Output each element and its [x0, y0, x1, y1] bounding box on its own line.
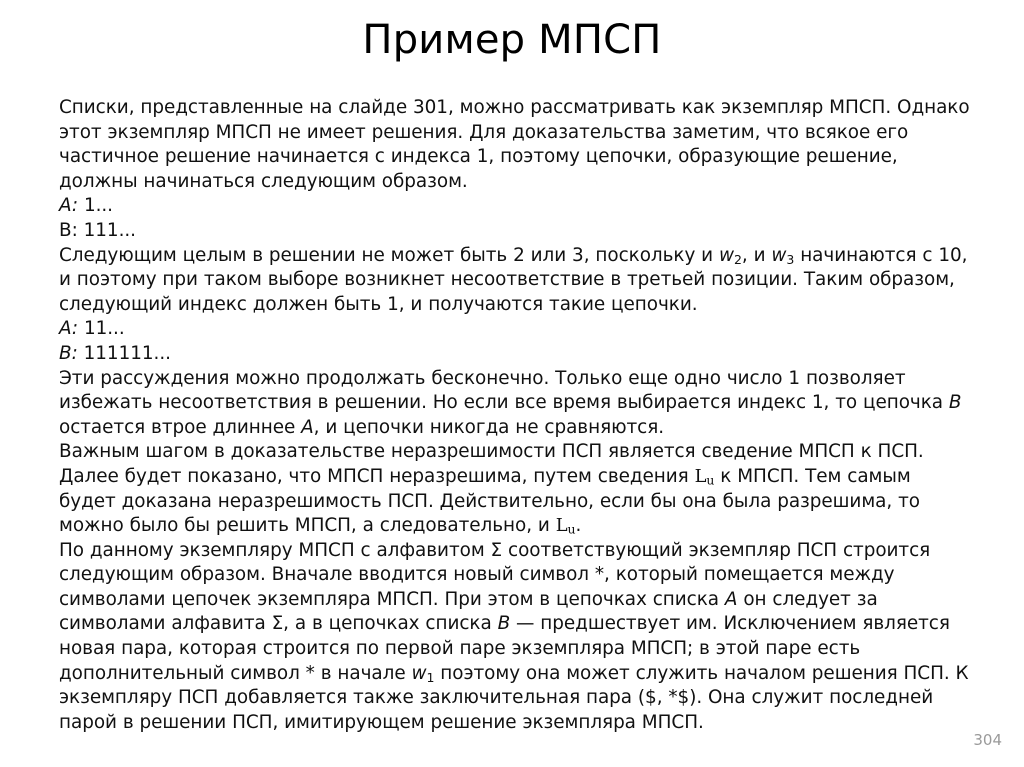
text-segment: .: [575, 515, 582, 537]
string-line-a-first: [59, 194, 971, 219]
variable-a: A: [301, 416, 314, 438]
variable-w2-base: w: [718, 244, 734, 266]
text-segment: По данному экземпляру МПСП с алфавитом Σ соответствующий экземпляр ПСП строится следующим образом. Вначале вводится новый символ *, который помещается между символами цепочек экземпляра МПСП. При этом в цепочках списка: [59, 539, 931, 610]
list-variable-b: B: [497, 613, 511, 635]
variable-w2-subscript: 2: [733, 251, 742, 267]
paragraph-next-integer: [59, 244, 971, 318]
variable-b: B: [948, 392, 962, 414]
text-segment: , и цепочки никогда не сравняются.: [313, 416, 665, 438]
paragraph-reasoning: [59, 367, 971, 441]
language-lu-first-subscript: u: [706, 472, 715, 488]
variable-w3-base: w: [771, 244, 787, 266]
text-segment: Эти рассуждения можно продолжать бесконечно. Только еще одно число 1 позволяет избежать несоответствия в решении. Но если все время выбирается индекс 1, то цепочка: [59, 367, 949, 414]
language-lu-second-base: L: [555, 515, 568, 537]
label-b-first: B:: [59, 219, 78, 241]
variable-w1-subscript: 1: [426, 669, 435, 685]
value-b-second: 111111...: [83, 342, 171, 364]
text-segment: к МПСП. Тем самым будет доказана неразрешимость ПСП. Действительно, если бы она была разрешима, то можно было бы решить МПСП, а следовательно, и: [59, 465, 920, 537]
language-lu-first: [695, 466, 715, 487]
text-segment: Следующим целым в решении не может быть 2 или 3, поскольку и: [59, 244, 719, 266]
label-a-first: A:: [59, 195, 79, 217]
slide-body: [59, 96, 971, 735]
label-a-second: A:: [59, 318, 79, 340]
text-segment: поэтому она может служить началом решения ПСП. К экземпляру ПСП добавляется также заключительная пара ($, *$). Она служит последней парой в решении ПСП, имитирующем решение экземпляра МПСП.: [59, 662, 969, 733]
value-b-first: 111...: [83, 219, 136, 241]
value-a-first: 1...: [83, 195, 113, 217]
variable-w2: [719, 245, 742, 266]
paragraph-construction: [59, 539, 971, 736]
paragraph-reduction: [59, 440, 971, 538]
text-segment: он следует за символами алфавита Σ, а в цепочках списка: [59, 588, 878, 635]
variable-w1-base: w: [411, 662, 427, 684]
language-lu-second-subscript: u: [567, 521, 576, 537]
string-line-b-first: [59, 219, 971, 244]
value-a-second: 11...: [83, 318, 125, 340]
list-variable-a: A: [724, 588, 738, 610]
variable-w3: [771, 245, 794, 266]
language-lu-first-base: L: [694, 465, 707, 487]
string-line-b-second: [59, 342, 971, 367]
text-segment: — предшествует им. Исключением является новая пара, которая строится по первой паре экземпляра МПСП; в этой паре есть дополнительный символ * в начале: [59, 613, 950, 684]
text-segment: , и: [741, 244, 772, 266]
page-title: Пример МПСП: [362, 17, 662, 63]
language-lu-second: [556, 515, 576, 536]
variable-w1: [411, 663, 434, 684]
text-segment: начинаются с 10, и поэтому при таком выборе возникнет несоответствие в третьей позиции. Таким образом, следующий индекс должен быть 1, и получаются такие цепочки.: [59, 244, 968, 315]
label-b-second: B:: [59, 342, 78, 364]
text-segment: остается втрое длиннее: [59, 416, 302, 438]
paragraph-intro: Списки, представленные на слайде 301, можно рассматривать как экземпляр МПСП. Однако этот экземпляр МПСП не имеет решения. Для доказательства заметим, что всякое его частичное решение начинается с индекса 1, поэтому цепочки, образующие решение, должны начинаться следующим образом.: [59, 97, 970, 192]
string-line-a-second: [59, 317, 971, 342]
page-number: 304: [973, 731, 1002, 749]
text-segment: Важным шагом в доказательстве неразрешимости ПСП является сведение МПСП к ПСП. Далее будет показано, что МПСП неразрешима, путем сведения: [59, 441, 924, 487]
variable-w3-subscript: 3: [786, 251, 795, 267]
